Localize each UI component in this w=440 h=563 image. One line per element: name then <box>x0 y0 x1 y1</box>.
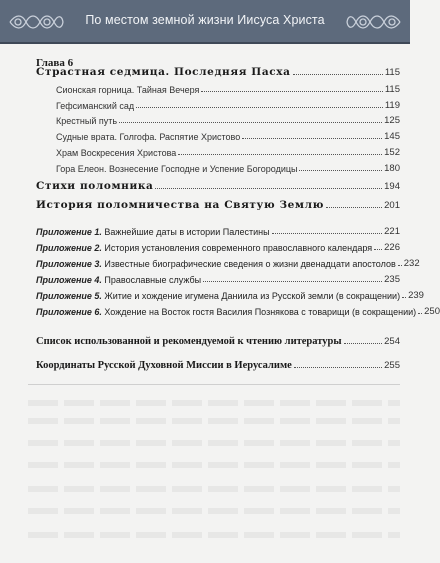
appendix-prefix: Приложение 1. <box>36 227 102 237</box>
appendix-label <box>36 275 201 285</box>
toc-subentry[interactable] <box>0 84 410 95</box>
appendix-prefix: Приложение 5. <box>36 291 102 301</box>
appendix-prefix: Приложение 6. <box>36 307 102 317</box>
page-number: 145 <box>384 131 400 142</box>
dot-leader <box>374 249 382 250</box>
dot-leader <box>326 207 382 208</box>
toc-section-entry[interactable] <box>0 199 410 211</box>
dot-leader <box>155 188 382 189</box>
toc-appendix-entry[interactable] <box>0 242 410 253</box>
reference-title: Список использованной и рекомендуемой к чтению литературы <box>36 336 342 347</box>
page-number: 221 <box>384 226 400 237</box>
dot-leader <box>272 233 383 234</box>
toc-section-entry[interactable] <box>0 180 410 192</box>
toc-appendix-entry[interactable] <box>0 290 424 301</box>
page-number: 194 <box>384 181 400 192</box>
appendix-label <box>36 291 400 301</box>
toc-reference-entry[interactable] <box>0 336 410 347</box>
subentry-label: Гора Елеон. Вознесение Господне и Успение Богородицы <box>56 164 298 174</box>
appendix-prefix: Приложение 3. <box>36 259 102 269</box>
show-through-text <box>28 462 400 468</box>
appendix-title: Известные биографические сведения о жизни двенадцати апостолов <box>101 259 396 269</box>
show-through-text <box>28 400 400 406</box>
appendix-title: Важнейшие даты в истории Палестины <box>101 227 270 237</box>
toc-subentry[interactable] <box>0 115 410 126</box>
running-header-title: По местом земной жизни Иисуса Христа <box>85 13 325 27</box>
dot-leader <box>293 74 383 75</box>
toc-appendix-entry[interactable] <box>0 306 440 317</box>
subentry-label: Судные врата. Голгофа. Распятие Христово <box>56 132 241 142</box>
dot-leader <box>203 281 382 282</box>
toc-subentry[interactable] <box>0 163 410 174</box>
appendix-title: Хождение на Восток гостя Василия Познякова с товарищи (в сокращении) <box>101 307 417 317</box>
dot-leader <box>119 122 382 123</box>
toc-reference-entry[interactable] <box>0 360 410 371</box>
show-through-text <box>28 418 400 424</box>
page-number: 235 <box>384 274 400 285</box>
appendix-prefix: Приложение 4. <box>36 275 102 285</box>
page-number: 115 <box>384 84 400 95</box>
dot-leader <box>201 91 382 92</box>
appendix-label <box>36 307 416 317</box>
page-number: 119 <box>384 100 400 111</box>
show-through-text <box>28 440 400 446</box>
toc-subentry[interactable] <box>0 131 410 142</box>
dot-leader <box>398 265 402 266</box>
toc-appendix-entry[interactable] <box>0 258 420 269</box>
toc-appendix-entry[interactable] <box>0 226 410 237</box>
divider <box>28 384 400 385</box>
page-number: 125 <box>384 115 400 126</box>
subentry-label: Крестный путь <box>56 116 118 126</box>
page-number: 250 <box>424 306 440 317</box>
section-title: История поломничества на Святую Землю <box>36 199 325 211</box>
page-number: 255 <box>384 360 400 371</box>
subentry-label: Гефсиманский сад <box>56 101 135 111</box>
dot-leader <box>242 138 382 139</box>
appendix-title: Православные службы <box>101 275 202 285</box>
appendix-label <box>36 243 372 253</box>
dot-leader <box>402 297 406 298</box>
appendix-label <box>36 259 396 269</box>
show-through-text <box>28 486 400 492</box>
show-through-text <box>28 532 400 538</box>
page-number: 115 <box>384 67 400 78</box>
dot-leader <box>344 343 383 344</box>
toc-appendix-entry[interactable] <box>0 274 410 285</box>
page-number: 152 <box>384 147 400 158</box>
dot-leader <box>294 367 382 368</box>
dot-leader <box>136 107 383 108</box>
toc-subentry[interactable] <box>0 100 410 111</box>
dot-leader <box>178 154 382 155</box>
chapter-title: Страстная седмица. Последняя Пасха <box>36 66 291 78</box>
appendix-title: Житие и хождение игумена Даниила из Русской земли (в сокращении) <box>101 291 401 301</box>
dot-leader <box>299 170 382 171</box>
section-title: Стихи поломника <box>36 180 154 192</box>
subentry-label: Храм Воскресения Христова <box>56 148 177 158</box>
page-number: 254 <box>384 336 400 347</box>
reference-title: Координаты Русской Духовной Миссии в Иерусалиме <box>36 360 292 371</box>
page-number: 201 <box>384 200 400 211</box>
page-number: 232 <box>403 258 420 269</box>
page-number: 239 <box>408 290 424 301</box>
appendix-label <box>36 227 270 237</box>
chapter-caption: Глава 6 <box>36 57 74 69</box>
appendix-prefix: Приложение 2. <box>36 243 102 253</box>
dot-leader <box>418 313 422 314</box>
appendix-title: История установления современного православного календаря <box>101 243 373 253</box>
page-number: 226 <box>384 242 400 253</box>
show-through-text <box>28 508 400 514</box>
toc-subentry[interactable] <box>0 147 410 158</box>
toc-chapter-entry[interactable] <box>0 66 410 78</box>
page-number: 180 <box>384 163 400 174</box>
subentry-label: Сионская горница. Тайная Вечеря <box>56 85 200 95</box>
